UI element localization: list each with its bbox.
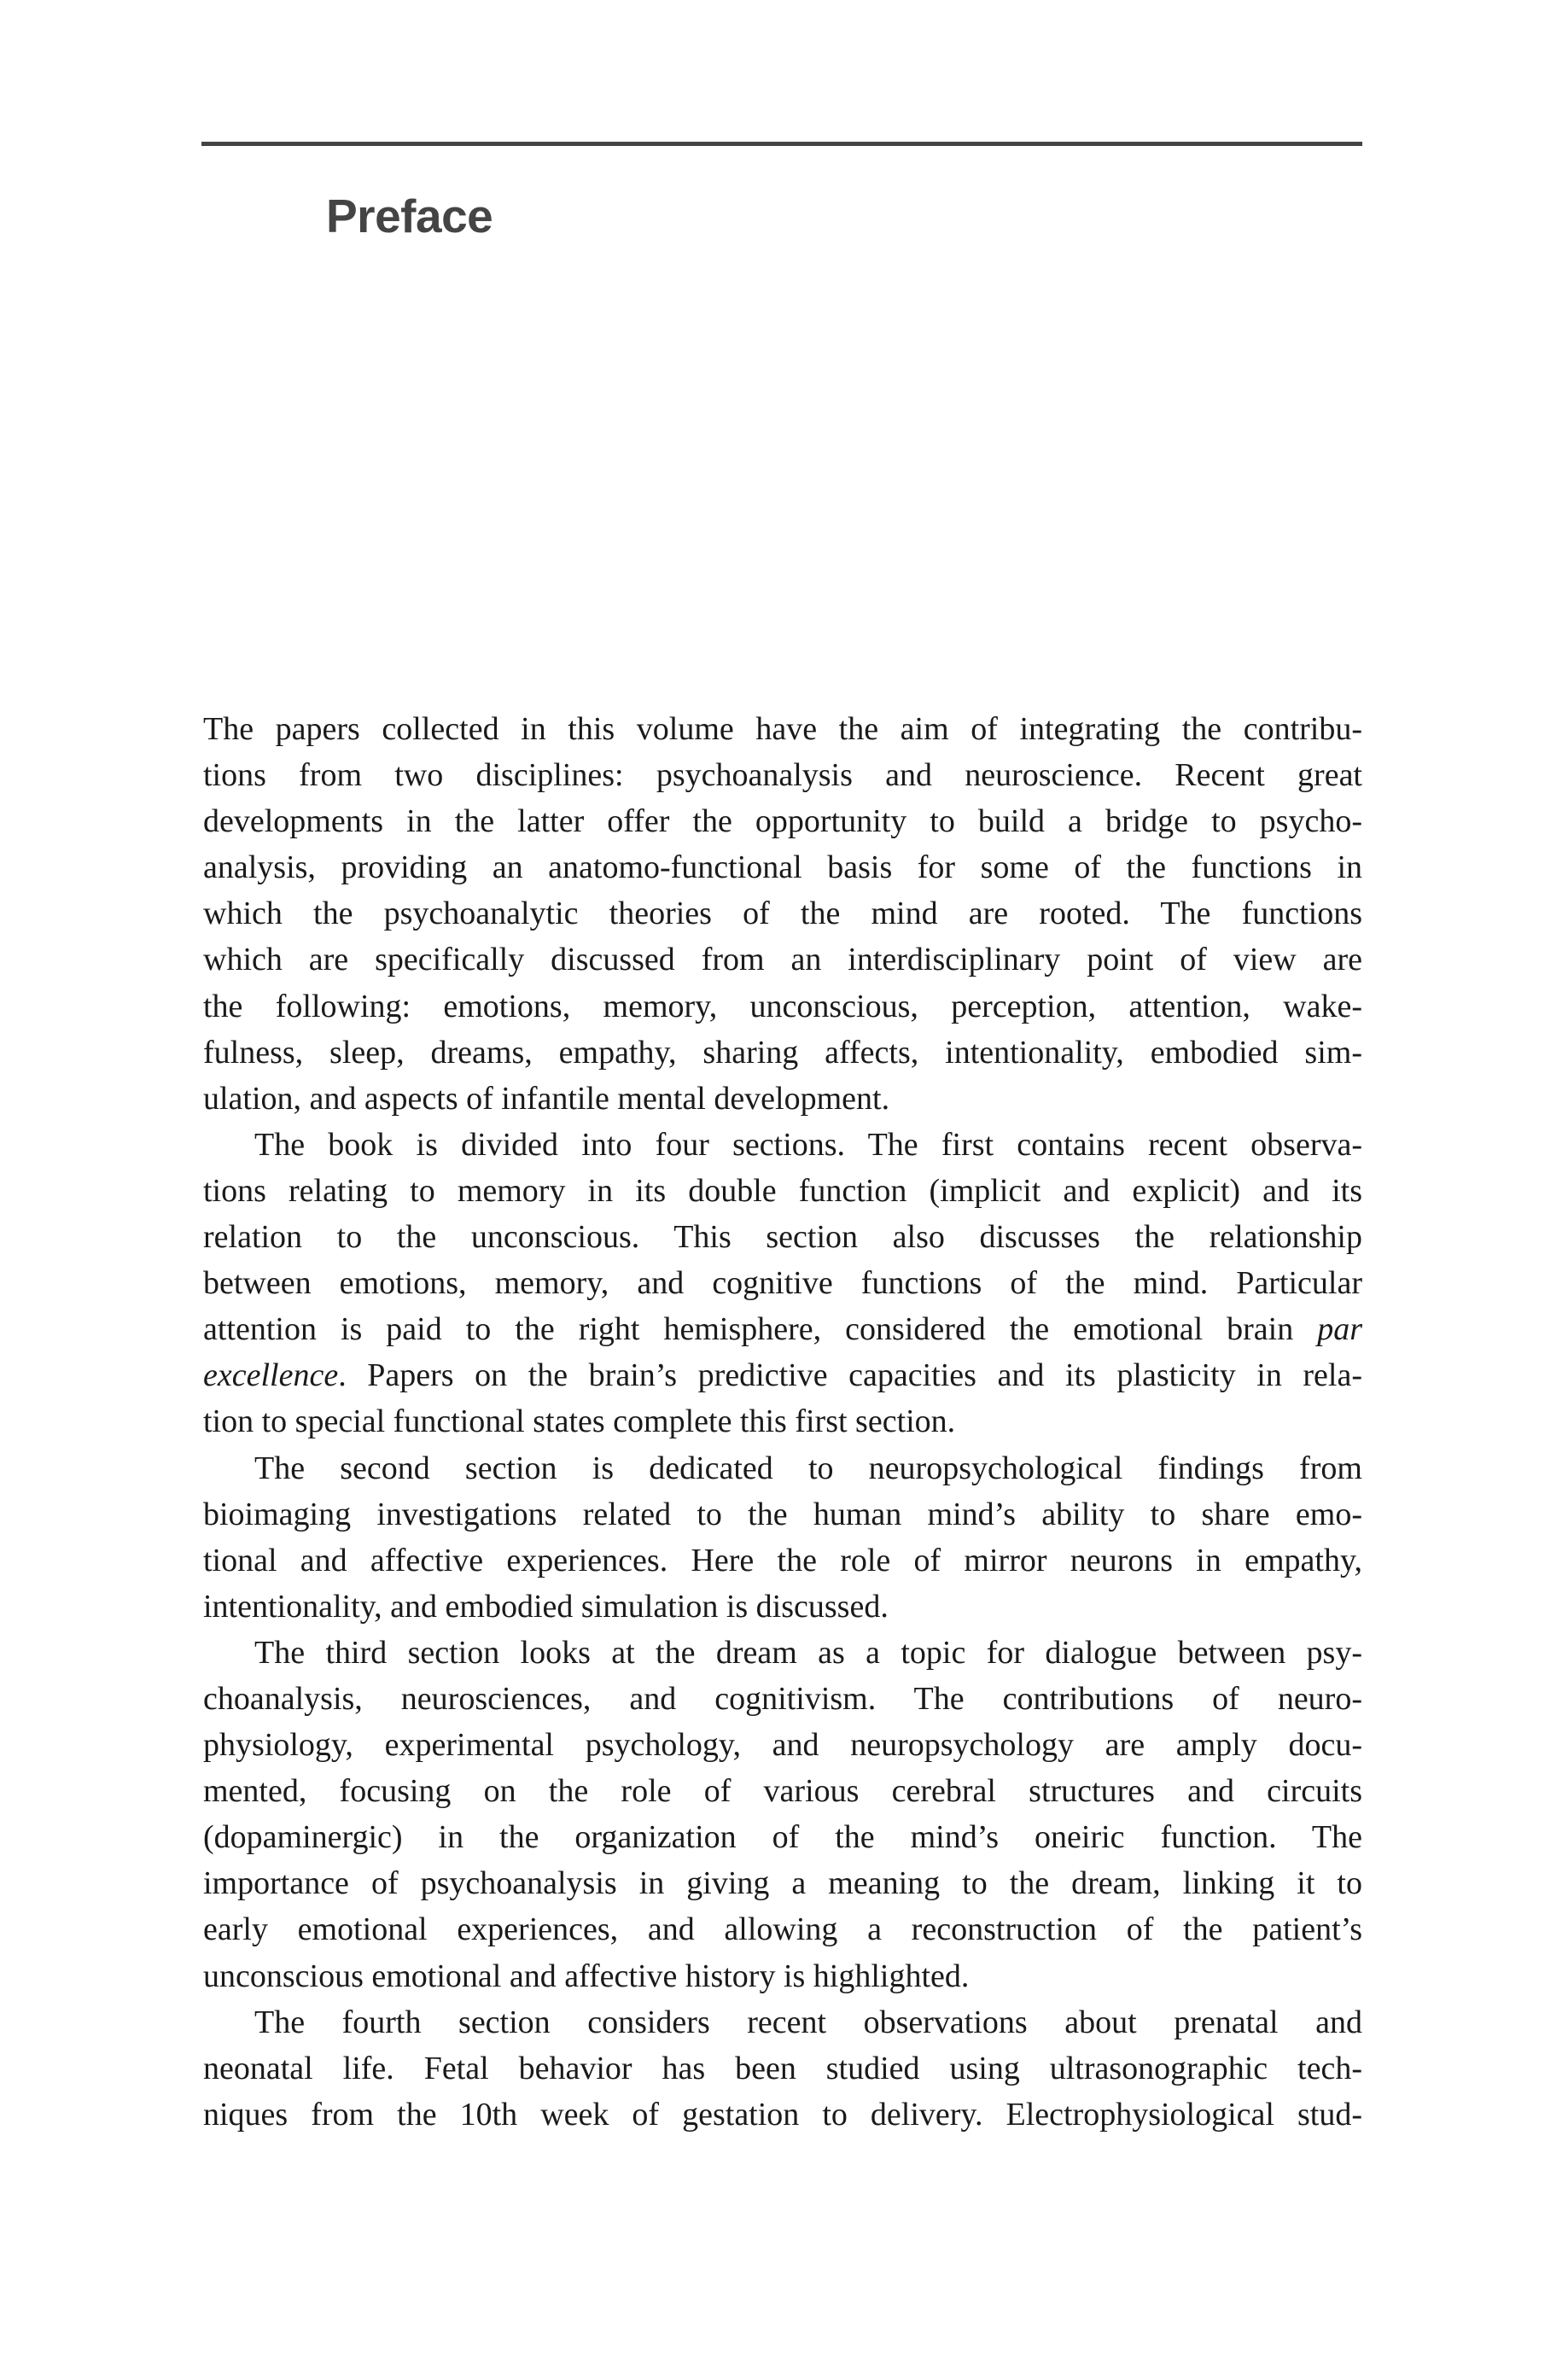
text-line: choanalysis, neurosciences, and cognitivism. The contributions of neuro-: [203, 1680, 1362, 1717]
chapter-title: Preface: [326, 190, 493, 242]
text-line: tional and affective experiences. Here the role of mirror neurons in empathy,: [203, 1542, 1362, 1578]
text-line: analysis, providing an anatomo-functional basis for some of the functions in: [203, 849, 1362, 886]
chapter-top-rule: [201, 142, 1362, 146]
text-line: [203, 1306, 1362, 1352]
text-line: importance of psychoanalysis in giving a meaning to the dream, linking it to: [203, 1865, 1362, 1902]
text-line: physiology, experimental psychology, and neuropsychology are amply docu-: [203, 1727, 1362, 1764]
paragraph-3: [203, 1445, 1362, 1630]
italic-term: excellence: [203, 1357, 339, 1394]
text-line: intentionality, and embodied simulation is discussed.: [203, 1588, 889, 1625]
text-line: the following: emotions, memory, unconscious, perception, attention, wake-: [203, 988, 1362, 1024]
text-line: ulation, and aspects of infantile mental development.: [203, 1080, 890, 1117]
text-line: niques from the 10th week of gestation to delivery. Electrophysiological stud-: [203, 2096, 1362, 2133]
text-line: tions from two disciplines: psychoanalysis and neuroscience. Recent great: [203, 757, 1362, 794]
text-line: [203, 1352, 1362, 1398]
text-line: bioimaging investigations related to the human mind’s ability to share emo-: [203, 1496, 1362, 1532]
paragraph-5: [203, 1999, 1362, 2138]
text-line: which the psychoanalytic theories of the mind are rooted. The functions: [203, 896, 1362, 932]
paragraph-1: [203, 706, 1362, 1122]
text-line: (dopaminergic) in the organization of the mind’s oneiric function. The: [203, 1819, 1362, 1856]
text-line: neonatal life. Fetal behavior has been studied using ultrasonographic tech-: [203, 2050, 1362, 2086]
text-line: The third section looks at the dream as a topic for dialogue between psy-: [254, 1634, 1362, 1671]
text-line: fulness, sleep, dreams, empathy, sharing affects, intentionality, embodied sim-: [203, 1034, 1362, 1071]
text-line: relation to the unconscious. This section also discusses the relationship: [203, 1219, 1362, 1256]
text-line: The second section is dedicated to neuropsychological findings from: [254, 1450, 1362, 1486]
text-line: The papers collected in this volume have the aim of integrating the contribu-: [203, 711, 1362, 747]
text-line: early emotional experiences, and allowing a reconstruction of the patient’s: [203, 1911, 1362, 1948]
paragraph-4: [203, 1630, 1362, 1999]
italic-term: par: [1317, 1311, 1362, 1348]
text-line: tion to special functional states complete this first section.: [203, 1403, 956, 1440]
preface-body: [203, 706, 1362, 2138]
text-line: The book is divided into four sections. The first contains recent observa-: [254, 1126, 1362, 1163]
paragraph-2: [203, 1122, 1362, 1445]
text-line: The fourth section considers recent observations about prenatal and: [254, 2004, 1362, 2040]
text-fragment: attention is paid to the right hemisphere, considered the emotional brain: [203, 1311, 1318, 1348]
text-line: unconscious emotional and affective history is highlighted.: [203, 1958, 970, 1994]
text-line: which are specifically discussed from an interdisciplinary point of view are: [203, 942, 1362, 978]
text-line: mented, focusing on the role of various cerebral structures and circuits: [203, 1773, 1362, 1810]
text-fragment: . Papers on the brain’s predictive capacities and its plasticity in rela-: [338, 1357, 1362, 1394]
text-line: developments in the latter offer the opportunity to build a bridge to psycho-: [203, 803, 1362, 840]
text-line: between emotions, memory, and cognitive functions of the mind. Particular: [203, 1265, 1362, 1302]
text-line: tions relating to memory in its double function (implicit and explicit) and its: [203, 1172, 1362, 1209]
